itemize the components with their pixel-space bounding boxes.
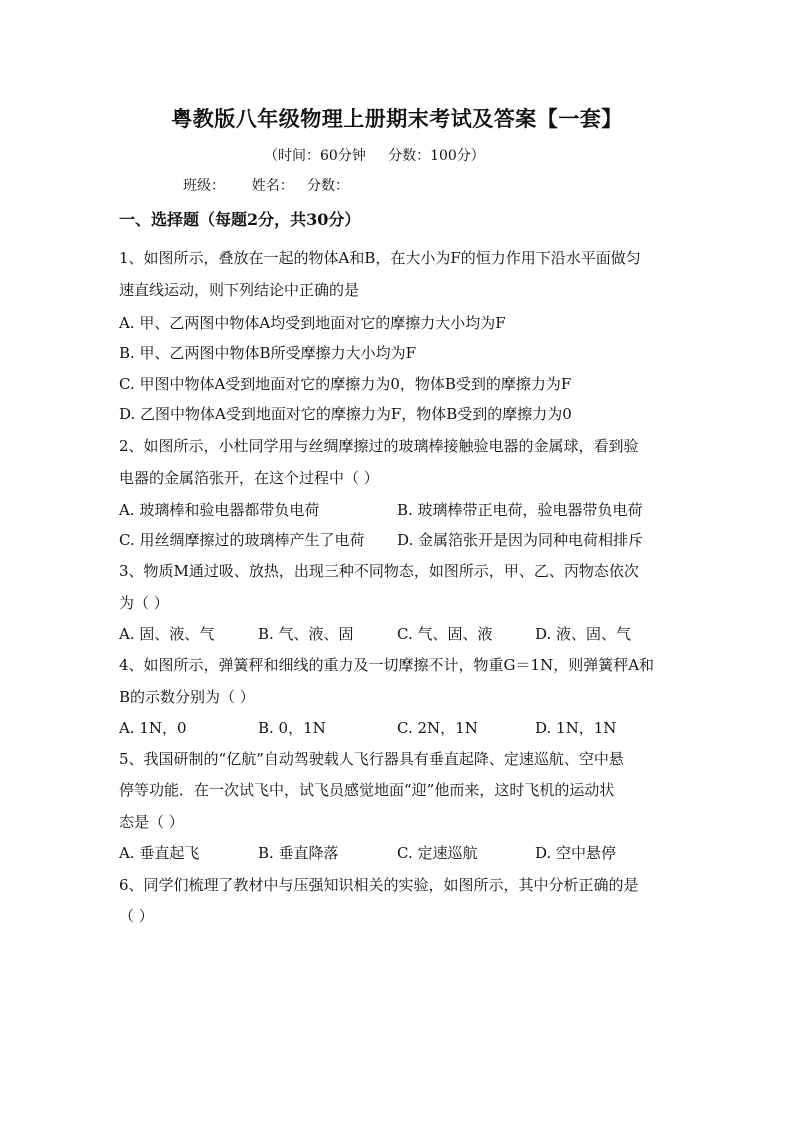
q3-stem-line1: 3、物质M通过吸、放热，出现三种不同物态，如图所示，甲、乙、丙物态依次 <box>119 562 639 580</box>
q2-option-d: D. 金属箔张开是因为同种电荷相排斥 <box>397 531 644 549</box>
q3-option-b: B. 气、液、固 <box>258 625 354 643</box>
q2-option-b: B. 玻璃棒带正电荷，验电器带负电荷 <box>397 501 643 519</box>
q4-option-c: C. 2N，1N <box>397 719 478 737</box>
q5-option-a: A. 垂直起飞 <box>119 844 200 862</box>
q5-option-d: D. 空中悬停 <box>535 844 617 862</box>
q4-stem-line2: B的示数分别为（ ） <box>119 688 255 706</box>
q3-option-c: C. 气、固、液 <box>397 625 493 643</box>
q6-stem-line1: 6、同学们梳理了教材中与压强知识相关的实验，如图所示，其中分析正确的是 <box>119 876 639 894</box>
q2-option-a: A. 玻璃棒和验电器都带负电荷 <box>119 501 320 519</box>
q5-stem-line3: 态是（ ） <box>119 813 184 831</box>
exam-time-score: （时间：60分钟 分数：100分） <box>264 148 485 164</box>
q5-stem-line2: 停等功能．在一次试飞中，试飞员感觉地面“迎”他而来，这时飞机的运动状 <box>119 781 615 799</box>
q4-stem-line1: 4、如图所示，弹簧秤和细线的重力及一切摩擦不计，物重G＝1N，则弹簧秤A和 <box>119 656 655 674</box>
q3-option-a: A. 固、液、气 <box>119 625 215 643</box>
q1-stem-line2: 速直线运动，则下列结论中正确的是 <box>119 281 360 299</box>
q5-option-b: B. 垂直降落 <box>258 844 339 862</box>
q1-option-b: B. 甲、乙两图中物体B所受摩擦力大小均为F <box>119 344 416 362</box>
section-heading: 一、选择题（每题2分，共30分） <box>119 210 361 229</box>
student-info-line: 班级： 姓名： 分数： <box>183 178 350 194</box>
page-title: 粤教版八年级物理上册期末考试及答案【一套】 <box>171 106 623 131</box>
q5-stem-line1: 5、我国研制的“亿航”自动驾驶载人飞行器具有垂直起降、定速巡航、空中悬 <box>119 750 624 768</box>
q6-stem-line2: （ ） <box>119 907 154 925</box>
q1-option-a: A. 甲、乙两图中物体A均受到地面对它的摩擦力大小均为F <box>119 314 506 332</box>
q5-option-c: C. 定速巡航 <box>397 844 478 862</box>
q2-stem-line1: 2、如图所示，小杜同学用与丝绸摩擦过的玻璃棒接触验电器的金属球，看到验 <box>119 437 639 455</box>
q1-option-d: D. 乙图中物体A受到地面对它的摩擦力为F，物体B受到的摩擦力为0 <box>119 405 572 423</box>
q3-option-d: D. 液、固、气 <box>535 625 632 643</box>
q3-stem-line2: 为（ ） <box>119 594 169 612</box>
q4-option-a: A. 1N，0 <box>119 719 187 737</box>
q4-option-b: B. 0，1N <box>258 719 326 737</box>
q1-stem-line1: 1、如图所示，叠放在一起的物体A和B，在大小为F的恒力作用下沿水平面做匀 <box>119 249 641 267</box>
q2-option-c: C. 用丝绸摩擦过的玻璃棒产生了电荷 <box>119 531 365 549</box>
q4-option-d: D. 1N，1N <box>535 719 617 737</box>
q2-stem-line2: 电器的金属箔张开，在这个过程中（ ） <box>119 469 379 487</box>
q1-option-c: C. 甲图中物体A受到地面对它的摩擦力为0，物体B受到的摩擦力为F <box>119 375 572 393</box>
